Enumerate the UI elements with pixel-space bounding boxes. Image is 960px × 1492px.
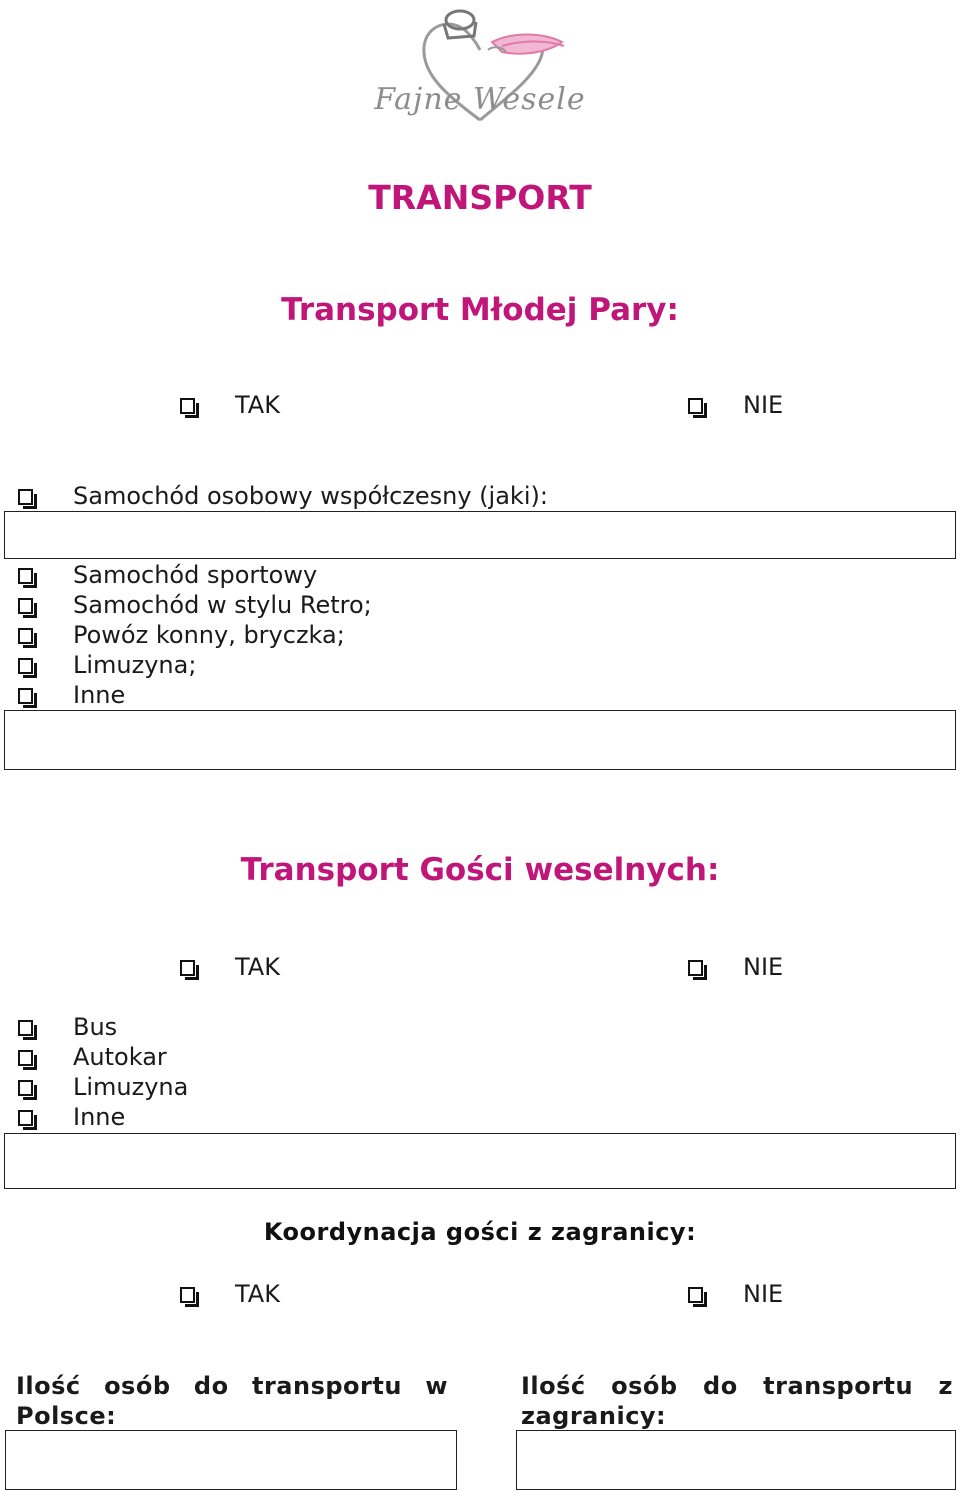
option-label: TAK (235, 391, 280, 419)
count-abroad-label: Ilość osób do transportu z zagranicy: (521, 1372, 953, 1430)
couple-modern-car-option[interactable] (18, 481, 548, 511)
checkbox-icon[interactable] (18, 1110, 33, 1126)
option-label: Samochód w stylu Retro; (73, 591, 372, 619)
option-label: Limuzyna; (73, 651, 197, 679)
checkbox-icon[interactable] (688, 960, 703, 976)
option-label: TAK (235, 953, 280, 981)
guests-other-field[interactable] (4, 1133, 956, 1189)
abroad-yes-option[interactable] (180, 1279, 280, 1309)
checkbox-icon[interactable] (180, 1287, 195, 1303)
couple-no-option[interactable] (688, 390, 783, 420)
list-item[interactable] (18, 1012, 188, 1042)
option-label: Autokar (73, 1043, 167, 1071)
checkbox-icon[interactable] (18, 1050, 33, 1066)
guests-yes-option[interactable] (180, 952, 280, 982)
list-item[interactable] (18, 560, 372, 590)
option-label: NIE (743, 391, 784, 419)
couple-yes-option[interactable] (180, 390, 280, 420)
checkbox-icon[interactable] (18, 628, 33, 644)
option-label: Samochód sportowy (73, 561, 318, 589)
checkbox-icon[interactable] (18, 489, 33, 505)
count-poland-label: Ilość osób do transportu w Polsce: (16, 1372, 448, 1430)
checkbox-icon[interactable] (18, 568, 33, 584)
list-item[interactable] (18, 1042, 188, 1072)
list-item[interactable] (18, 1072, 188, 1102)
checkbox-icon[interactable] (18, 658, 33, 674)
page-title: TRANSPORT (368, 178, 592, 217)
checkbox-icon[interactable] (18, 1080, 33, 1096)
list-item[interactable] (18, 1102, 188, 1132)
option-label: Bus (73, 1013, 118, 1041)
logo-heart-icon (352, 2, 608, 142)
abroad-no-option[interactable] (688, 1279, 783, 1309)
checkbox-icon[interactable] (180, 398, 195, 414)
option-label: Limuzyna (73, 1073, 189, 1101)
section-heading-couple: Transport Młodej Pary: (281, 292, 679, 328)
count-poland-field[interactable] (5, 1430, 457, 1490)
option-label: Inne (73, 681, 126, 709)
option-label: TAK (235, 1280, 280, 1308)
section-heading-guests: Transport Gości weselnych: (240, 852, 720, 888)
checkbox-icon[interactable] (180, 960, 195, 976)
guests-no-option[interactable] (688, 952, 783, 982)
couple-other-field[interactable] (4, 710, 956, 770)
guests-options-list (18, 1012, 188, 1132)
checkbox-icon[interactable] (688, 1287, 703, 1303)
option-label: Powóz konny, bryczka; (73, 621, 345, 649)
checkbox-icon[interactable] (18, 598, 33, 614)
option-label: NIE (743, 1280, 784, 1308)
checkbox-icon[interactable] (18, 1020, 33, 1036)
list-item[interactable] (18, 650, 372, 680)
count-abroad-field[interactable] (516, 1430, 956, 1490)
logo (352, 2, 608, 142)
modern-car-field[interactable] (4, 511, 956, 559)
list-item[interactable] (18, 620, 372, 650)
checkbox-icon[interactable] (688, 398, 703, 414)
checkbox-icon[interactable] (18, 688, 33, 704)
list-item[interactable] (18, 680, 372, 710)
option-label: NIE (743, 953, 784, 981)
couple-options-list (18, 560, 372, 710)
list-item[interactable] (18, 590, 372, 620)
logo-text: Fajne Wesele (374, 82, 586, 117)
option-label: Samochód osobowy współczesny (jaki): (73, 482, 548, 510)
section-heading-abroad: Koordynacja gości z zagranicy: (263, 1218, 697, 1246)
option-label: Inne (73, 1103, 126, 1131)
